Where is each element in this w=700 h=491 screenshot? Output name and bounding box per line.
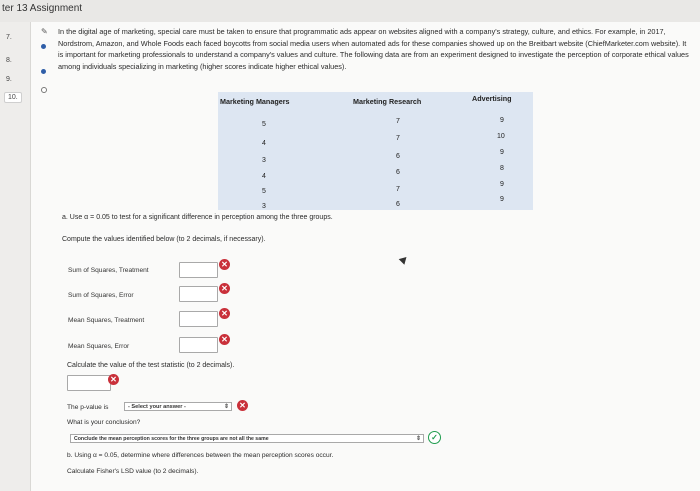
table-cell: 5	[262, 121, 266, 128]
table-cell: 8	[500, 165, 504, 172]
progress-dot-empty-icon	[41, 87, 47, 93]
x-circle-icon: ✕	[219, 259, 230, 270]
table-cell: 3	[262, 203, 266, 210]
x-circle-icon: ✕	[219, 283, 230, 294]
conclusion-select-value: Conclude the mean perception scores for the three groups are not all the same	[74, 436, 269, 442]
part-b-instruction: Calculate Fisher's LSD value (to 2 decimals).	[67, 468, 199, 475]
question-nav-8[interactable]: 8.	[6, 57, 12, 64]
select-caret-icon: ⇕	[223, 404, 229, 410]
x-circle-icon: ✕	[108, 374, 119, 385]
question-nav-7[interactable]: 7.	[6, 34, 12, 41]
part-a-instruction: Compute the values identified below (to 2 decimals, if necessary).	[62, 236, 266, 243]
table-cell: 7	[396, 118, 400, 125]
table-cell: 7	[396, 186, 400, 193]
table-cell: 9	[500, 149, 504, 156]
question-intro: In the digital age of marketing, special care must be taken to ensure that programmatic ads appear on websites aligned with a company's strategy, culture, and ethics. For example, in 2017, Nordstrom, Amazon, and Whole Foods each faced boycotts from social media users when automated ads for these companies showed up on the Breitbart website (ChiefMarketer.com website). It is important for marketing professionals to understand a company's values and culture. The following data are from an experiment designed to investigate the perception of corporate ethical values among individuals specializing in marketing (higher scores indicate higher ethical values).	[58, 27, 689, 71]
ms-treatment-input[interactable]	[179, 311, 218, 327]
table-cell: 9	[500, 117, 504, 124]
x-circle-icon: ✕	[237, 400, 248, 411]
x-circle-icon: ✕	[219, 334, 230, 345]
field-label-ss-error: Sum of Squares, Error	[68, 292, 134, 299]
part-b-prompt: b. Using α = 0.05, determine where differences between the mean perception scores occur.	[67, 452, 334, 459]
table-cell: 6	[396, 201, 400, 208]
column-header-advertising: Advertising	[472, 94, 512, 103]
ms-error-input[interactable]	[179, 337, 218, 353]
edit-icon: ✎	[41, 27, 48, 36]
table-cell: 4	[262, 140, 266, 147]
conclusion-prompt: What is your conclusion?	[67, 419, 141, 426]
field-label-ms-treatment: Mean Squares, Treatment	[68, 317, 145, 324]
pvalue-select[interactable]	[124, 402, 232, 411]
table-cell: 6	[396, 169, 400, 176]
question-nav-9[interactable]: 9.	[6, 76, 12, 83]
table-cell: 9	[500, 196, 504, 203]
table-cell: 6	[396, 153, 400, 160]
test-stat-prompt: Calculate the value of the test statistic (to 2 decimals).	[67, 362, 235, 369]
assignment-header	[0, 0, 700, 23]
conclusion-select[interactable]	[70, 434, 424, 443]
table-cell: 4	[262, 173, 266, 180]
field-label-ss-treatment: Sum of Squares, Treatment	[68, 267, 149, 274]
table-cell: 5	[262, 188, 266, 195]
question-nav-10[interactable]: 10.	[4, 92, 22, 103]
progress-dot-icon	[41, 69, 46, 74]
column-header-research: Marketing Research	[353, 97, 422, 106]
table-cell: 9	[500, 181, 504, 188]
table-cell: 10	[497, 133, 505, 140]
table-cell: 3	[262, 157, 266, 164]
part-a-prompt: a. Use α = 0.05 to test for a significant difference in perception among the three groups.	[62, 214, 333, 221]
assignment-title: ter 13 Assignment	[2, 3, 83, 14]
ss-treatment-input[interactable]	[179, 262, 218, 278]
column-header-managers: Marketing Managers	[220, 97, 290, 106]
test-stat-input[interactable]	[67, 375, 111, 391]
ss-error-input[interactable]	[179, 286, 218, 302]
field-label-ms-error: Mean Squares, Error	[68, 343, 130, 350]
select-caret-icon: ⇕	[415, 436, 421, 442]
progress-dot-icon	[41, 44, 46, 49]
table-cell: 7	[396, 135, 400, 142]
x-circle-icon: ✕	[219, 308, 230, 319]
pvalue-select-value: - Select your answer -	[128, 404, 186, 410]
check-circle-icon: ✓	[428, 431, 441, 444]
question-sidebar	[0, 22, 31, 491]
pvalue-label: The p-value is	[67, 404, 109, 411]
